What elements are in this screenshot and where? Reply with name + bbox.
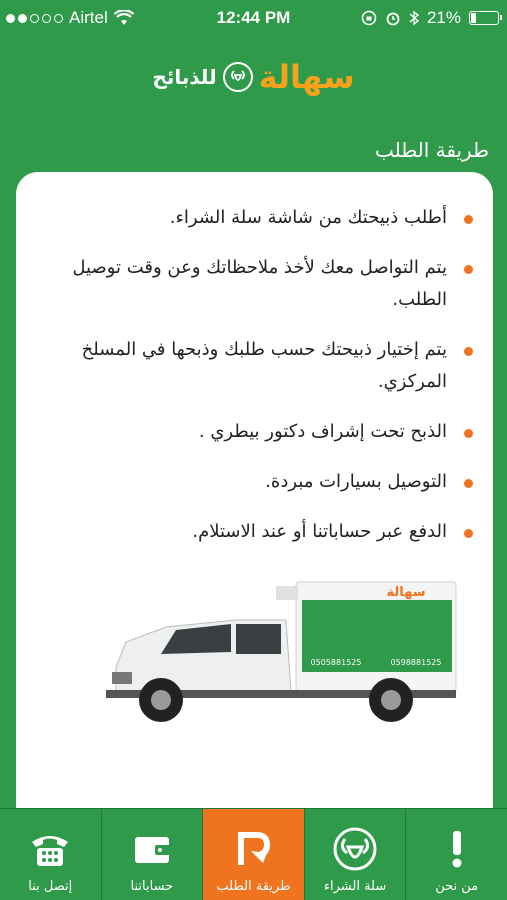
phone-icon bbox=[28, 827, 72, 871]
tab-label: من نحن bbox=[435, 879, 479, 894]
step-item: الذبح تحت إشراف دكتور بيطري . bbox=[53, 416, 473, 448]
logo-subtitle: للذبائح bbox=[152, 65, 217, 89]
order-icon bbox=[231, 827, 275, 871]
battery-icon bbox=[469, 11, 499, 25]
bottom-tab-bar bbox=[0, 808, 507, 900]
tab-label: سلة الشراء bbox=[323, 879, 387, 894]
logo-wordmark: سهالة bbox=[258, 58, 355, 96]
tab-accounts[interactable] bbox=[101, 809, 203, 900]
tab-label: إتصل بنا bbox=[28, 879, 73, 894]
battery-percent: 21% bbox=[426, 8, 461, 27]
ram-icon bbox=[333, 827, 377, 871]
order-steps-list bbox=[53, 202, 473, 566]
step-item: التوصيل بسيارات مبردة. bbox=[53, 466, 473, 498]
status-right bbox=[361, 8, 499, 28]
step-item: الدفع عبر حساباتنا أو عند الاستلام. bbox=[53, 516, 473, 548]
page-title: طريقة الطلب bbox=[374, 138, 489, 162]
truck-brand-text: سهالة bbox=[386, 585, 426, 600]
tab-label: طريقة الطلب bbox=[216, 879, 291, 894]
content-card bbox=[16, 172, 493, 812]
truck-phone-2: 0598881525 bbox=[390, 658, 442, 667]
tab-label: حساباتنا bbox=[130, 879, 174, 894]
carrier-name: Airtel bbox=[69, 8, 108, 27]
tab-about-us[interactable] bbox=[405, 809, 507, 900]
ram-logo-icon bbox=[223, 62, 253, 92]
step-item: أطلب ذبيحتك من شاشة سلة الشراء. bbox=[53, 202, 473, 234]
tab-shopping-cart[interactable] bbox=[304, 809, 406, 900]
exclamation-icon bbox=[435, 827, 479, 871]
alarm-icon bbox=[385, 10, 401, 26]
step-item: يتم إختيار ذبيحتك حسب طلبك وذبحها في المسلخ المركزي. bbox=[53, 334, 473, 398]
tab-order-method[interactable] bbox=[202, 809, 304, 900]
status-bar bbox=[0, 0, 507, 36]
refrigerated-truck-image bbox=[106, 572, 466, 742]
bluetooth-icon bbox=[409, 10, 419, 26]
clock: 12:44 PM bbox=[216, 8, 291, 27]
tab-contact-us[interactable] bbox=[0, 809, 101, 900]
step-item: يتم التواصل معك لأخذ ملاحظاتك وعن وقت توصيل الطلب. bbox=[53, 252, 473, 316]
wallet-icon bbox=[130, 827, 174, 871]
truck-phone-1: 0505881525 bbox=[310, 658, 362, 667]
orientation-lock-icon bbox=[361, 10, 377, 26]
app-logo bbox=[0, 58, 507, 96]
